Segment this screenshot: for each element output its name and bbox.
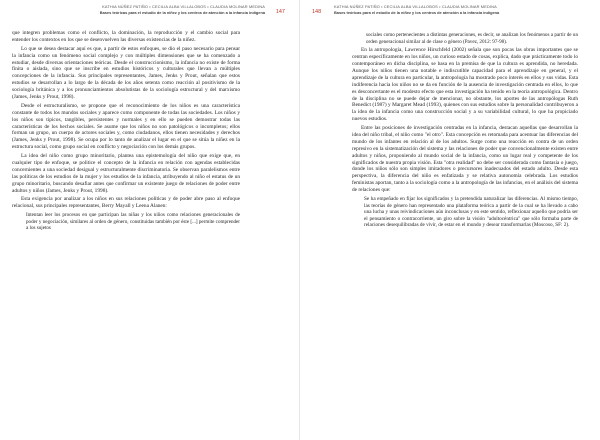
- right-page: [300, 0, 600, 440]
- paragraph: Desde el estructuralismo, se propone que el reconocimiento de los niños es una característica constante de todos los mundos sociales y aparece como componente de todas las sociedades. Los niños y los niños son típicos, tangibles, persistentes y normales y en ello se pueden demostrar todas las características de los hechos sociales. Se asume que los niños no son patológicos o incompletos; ellos forman un grupo, un cuerpo de actores sociales y, como ciudadanos, ellos tienen necesidades y derechos (James, Jenks y Prout, 1998). Se ocupa por lo tanto de analizar el lugar en el que se sitúa la niñez en la estructura social, como grupo social en conflicto y negociación con los demás grupos.: [12, 102, 240, 151]
- left-header-title: Bases teóricas para el estudio de la niñez y los centros de atención a la infancia indígena: [99, 10, 265, 15]
- block-quote: Intentan leer los procesos en que participan las niñas y los niños como relaciones generacionales de poder y negociación, similares al orden de género, constituidas también por éste [...] permite comprender a los sujetos: [26, 212, 241, 232]
- paragraph: La idea del niño como grupo minoritario, plantea una epistemología del niño que exige que, en cualquier tipo de enfoque, se politice el concepto de la infancia en relación con agendas establecidas concernientes a una sociedad desigual y estructuralmente discriminatoria. Se observan paralelismos entre las políticas de los estudios de la mujer y los estudios de la infancia, atribuyendo al niño el estatus de un grupo minoritario, buscando desafiar antes que confirmar un existente juego de relaciones de poder entre adultos y niños (James, Jenks y Prout, 1998).: [12, 153, 240, 194]
- left-page-number: 147: [275, 9, 285, 15]
- left-header-authors: KATHIA NÚÑEZ PATIÑO • CECILIA ALBA VILLALOBOS • CLAUDIA MOLINAR MEDINA: [102, 4, 265, 9]
- left-page-body: [12, 30, 240, 234]
- right-page-body: [352, 30, 578, 229]
- right-header-title: Bases teóricas para el estudio de la niñez y los centros de atención a la infancia indígena: [334, 10, 500, 15]
- block-quote-continued: sociales como pertenecientes a distintas generaciones, es decir, se analizan los fenómenos a partir de un orden generacional similar al de clase o género (Pavez, 2012: 97-98).: [366, 32, 578, 45]
- paragraph: que integren problemas como el conflicto, la dominación, la reproducción y el cambio social para entender los contextos en los que se desenvuelven las diversas existencias de la niñez.: [12, 30, 240, 43]
- paragraph: Lo que se desea destacar aquí es que, a partir de estos enfoques, se dio el paso necesario para pensar la infancia como un fenómeno social complejo y con múltiples dimensiones que se ha comenzado a estudiar, desde diversas orientaciones teóricas. Desde el construccionismo, la infancia no existe de forma finita o aislada, sino que se inscribe en estudios históricos y culturales que llevan a múltiples concepciones de la infancia. Sus principales representantes, James, Jenks y Prout, señalan que estos estudios se desarrollan a lo largo de la década de los años setenta como reacción al positivismo de la sociología británica y a los pronunciamientos absolutistas de la sociología estructural y del marxismo (James, Jenks y Prout, 1998).: [12, 45, 240, 101]
- paragraph: En la antropología, Lawrence Hirschfeld (2002) señala que son pocas las obras importantes que se centran específicamente en los niños, un curioso estado de cosas, explica, dado que prácticamente todo lo contemporáneo en dicha disciplina, se basa en la premisa de que la cultura es aprendida, no heredada. Aunque los niños tienen una notable e indiscutible capacidad para el aprendizaje en general, y el aprendizaje de la cultura en particular, la antropología ha mostrado poco interés en ellos y sus vidas. Esta indiferencia hacia los niños no se da en función de la ausencia de investigación centrada en ellos, lo que es desconcertante es el modesto efecto que esta investigación ha tenido en la teoría antropológica. Dentro de la disciplina no se puede dejar de mencionar, no obstante, los aportes de las antropólogas Ruth Benedict (1987) y Margaret Mead (1993), quienes con sus estudios sobre la personalidad contribuyeron a la idea de la infancia como una construcción social y a su variabilidad cultural, lo que ha propiciado nuevos estudios.: [352, 47, 578, 123]
- paragraph: Esta exigencia por analizar a los niños en sus relaciones políticas y de poder abre paso al enfoque relacional, sus principales representantes, Berry Mayall y Leena Alanen:: [12, 196, 240, 210]
- right-running-header: [334, 4, 499, 30]
- paragraph: Entre las posiciones de investigación centradas en la infancia, destacan aquellas que desarrollan la idea del niño tribal, el niño como "el otro". Esta concepción es retomada para acentuar las diferencias del mundo de los infantes en relación al de los adultos. Surge como una reacción en contra de un orden represivo en la sistematización del sistema y las relaciones de poder que convencionalmente existen entre adultos y niños, proponiendo al mundo social de la infancia, como un lugar real y competente de los significados de nuestra propia visión. Esta "otra realidad" no debe ser considerada como fantasía o juego, donde los niños sólo son simples imitadores o precursores inadecuados del estado adulto. Desde esta perspectiva, la diferencia del niño es enfatizada y se relativa autonomía celebrada. Los estudios feministas aportan, tanto a la sociología como a la antropología de las infancias, en el análisis del sistema de relaciones que:: [352, 125, 578, 194]
- right-header-authors: KATHIA NÚÑEZ PATIÑO • CECILIA ALBA VILLALOBOS • CLAUDIA MOLINAR MEDINA: [334, 4, 497, 9]
- block-quote: Se ha empeñado en fijar los significados y la pretendida naturalizar las diferencias. Al mismo tiempo, las teorías de género han representado una plataforma teórica a partir de la cual se ha llevado a cabo una lucha y unas reivindicaciones aún inconclusas y en este sentido, reflexionar aquello que podría ser el pensamiento o contracorriente, un giro sobre la visión "adultocéntrica" que sólo formaba parte de relaciones desequilibradas de vivir, de estar en el mundo y desear transformarlas (Moscoso, SF: 2).: [364, 196, 578, 229]
- right-page-number: 148: [312, 9, 322, 15]
- left-running-header: [100, 4, 265, 30]
